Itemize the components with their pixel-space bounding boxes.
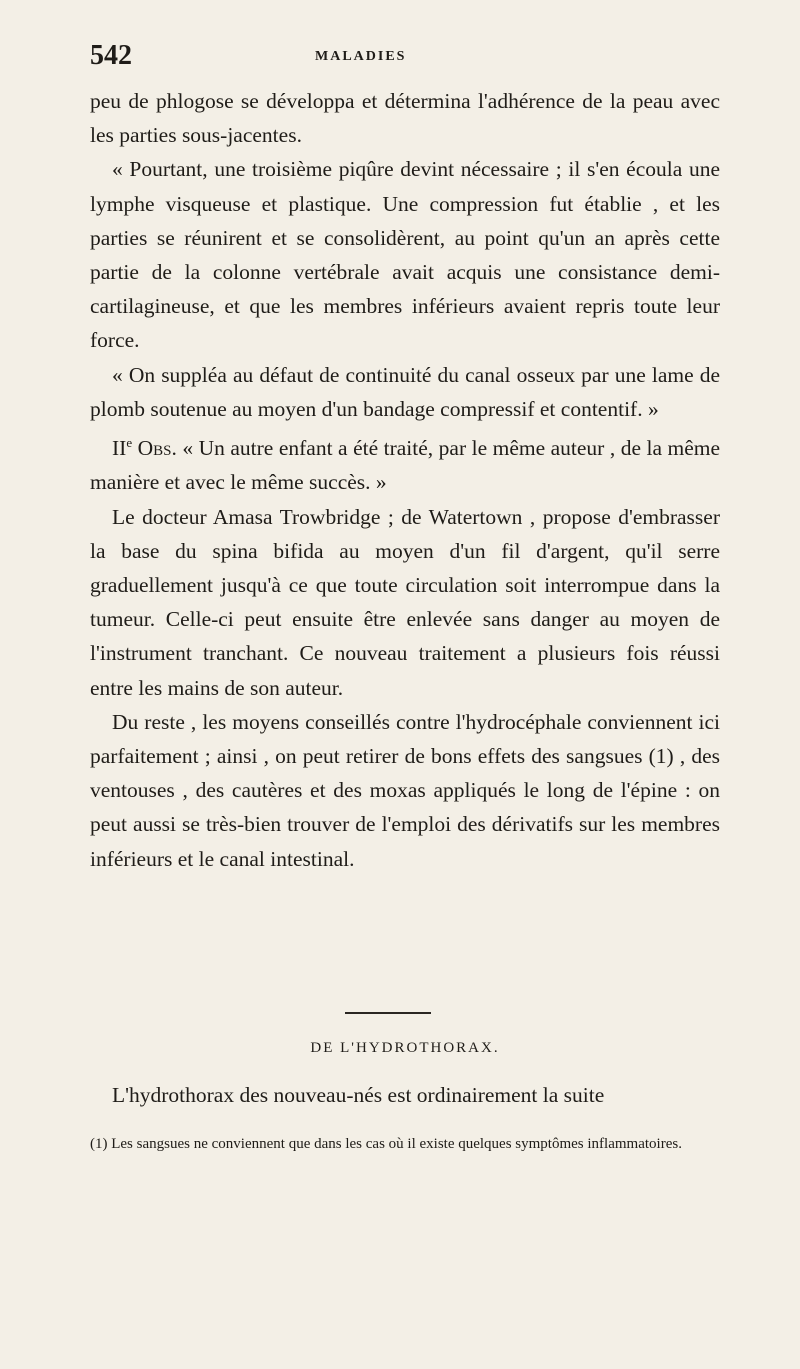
page-number: 542 (90, 40, 132, 71)
obs-superscript: e (126, 435, 133, 451)
main-text (90, 84, 720, 876)
paragraph: Du reste , les moyens conseillés contre l'hydrocéphale conviennent ici parfaitement ; ainsi , on peut retirer de bons effets des sangsues (1) , des ventouses , des cautères et des moxas appliqués le long de l'épine : on peut aussi se très-bien trouver de l'emploi des dérivatifs sur les membres inférieurs et le canal intestinal. (90, 709, 720, 871)
footnote (90, 1133, 720, 1155)
running-title: MALADIES (315, 49, 407, 64)
paragraph: « Pourtant, une troisième piqûre devint nécessaire ; il s'en écoula une lymphe visqueuse et plastique. Une compression fut établie , et les parties se réunirent et se consolidèrent, au point qu'un an après cette partie de la colonne vertébrale avait acquis une consistance demi-cartilagineuse, et que les membres inférieurs avaient repris toute leur force. (90, 157, 720, 353)
section-text: L'hydrothorax des nouveau-nés est ordinairement la suite (112, 1083, 605, 1107)
paragraph: « On suppléa au défaut de continuité du canal osseux par une lame de plomb soutenue au moyen d'un bandage compressif et contentif. » (90, 362, 720, 421)
obs-text: « Un autre enfant a été traité, par le même auteur , de la même manière et avec le même succès. » (90, 436, 721, 495)
section-divider (345, 1012, 431, 1014)
paragraph: Le docteur Amasa Trowbridge ; de Watertown , propose d'embrasser la base du spina bifida au moyen d'un fil d'argent, qu'il serre graduellement jusqu'à ce que toute circulation soit interrompue dans la tumeur. Celle-ci peut ensuite être enlevée sans danger au moyen de l'instrument tranchant. Ce nouveau traitement a plusieurs fois réussi entre les mains de son auteur. (90, 504, 720, 700)
observation-paragraph (90, 426, 720, 500)
obs-word: Obs. (137, 436, 177, 461)
obs-numeral: II (112, 436, 127, 461)
section-title: DE L'HYDROTHORAX. (310, 1040, 500, 1056)
paragraph: peu de phlogose se développa et détermina l'adhérence de la peau avec les parties sous-jacentes. (90, 89, 720, 148)
page-header (90, 40, 720, 80)
footnote-text: (1) Les sangsues ne conviennent que dans les cas où il existe quelques symptômes inflammatoires. (90, 1136, 682, 1152)
